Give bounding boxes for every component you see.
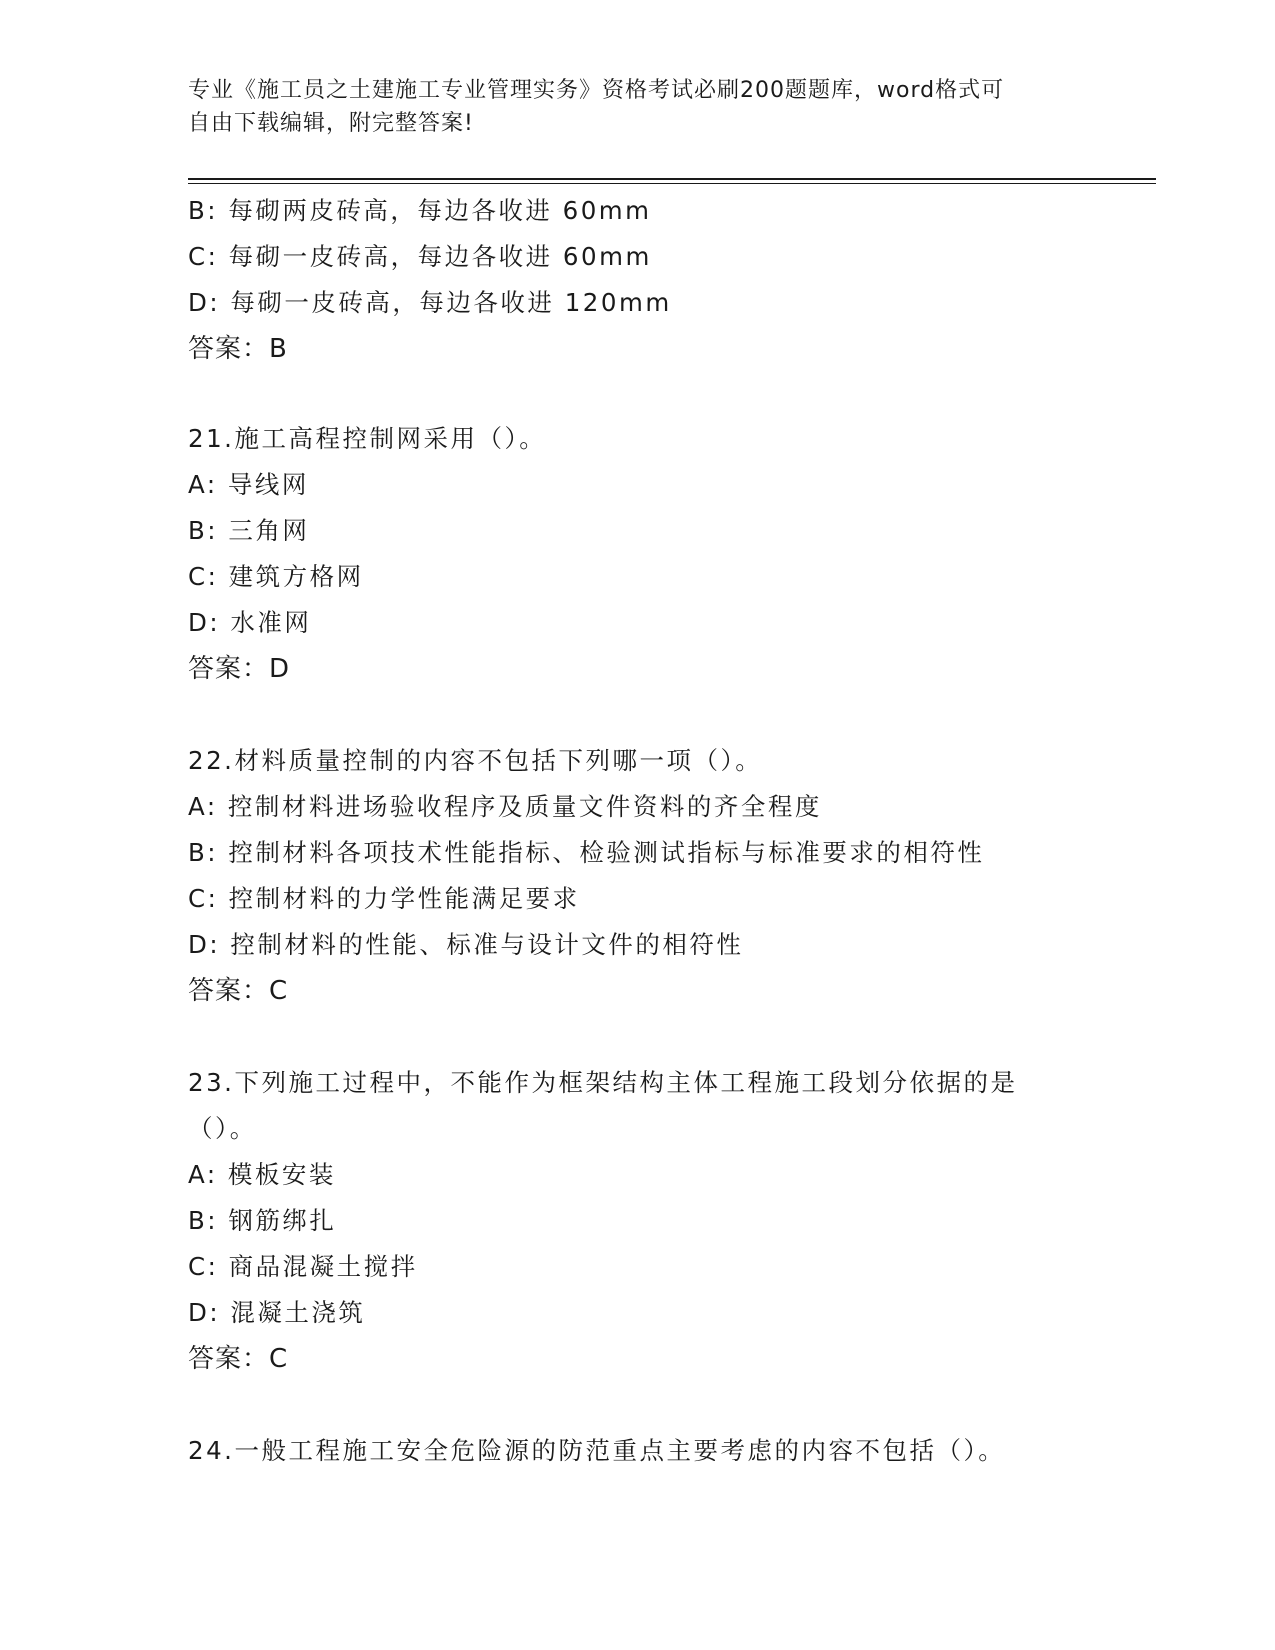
option-a: A: 控制材料进场验收程序及质量文件资料的齐全程度 [188,792,822,821]
question-list [188,188,1088,1474]
question-block-24 [188,1428,1088,1474]
question-stem: 23.下列施工过程中，不能作为框架结构主体工程施工段划分依据的是 [188,1068,1018,1097]
option-d: D: 混凝土浇筑 [188,1298,366,1327]
option-a: A: 导线网 [188,470,309,499]
question-stem-continued: （）。 [188,1114,257,1143]
document-header [188,74,1068,140]
option-d: D: 控制材料的性能、标准与设计文件的相符性 [188,930,744,959]
question-block-22 [188,738,1088,1014]
header-line-2: 自由下载编辑，附完整答案! [188,111,474,136]
question-block-23 [188,1060,1088,1382]
option-d: D: 每砌一皮砖高，每边各收进 120mm [188,288,672,317]
answer: 答案：D [188,654,291,684]
option-b: B: 钢筋绑扎 [188,1206,337,1235]
option-d: D: 水准网 [188,608,312,637]
spacer [188,692,1088,738]
answer: 答案：B [188,334,288,364]
question-block-20 [188,188,1088,372]
spacer [188,372,1088,416]
option-c: C: 控制材料的力学性能满足要求 [188,884,580,913]
option-a: A: 模板安装 [188,1160,336,1189]
question-block-21 [188,416,1088,692]
header-line-1: 专业《施工员之土建施工专业管理实务》资格考试必刷200题题库，word格式可 [188,78,1005,103]
answer: 答案：C [188,976,289,1006]
header-rule-thick [188,178,1156,180]
option-c: C: 商品混凝土搅拌 [188,1252,418,1281]
spacer [188,1014,1088,1060]
spacer [188,1382,1088,1428]
option-b: B: 每砌两皮砖高，每边各收进 60mm [188,196,652,225]
option-c: C: 建筑方格网 [188,562,364,591]
answer: 答案：C [188,1344,289,1374]
option-b: B: 三角网 [188,516,310,545]
option-b: B: 控制材料各项技术性能指标、检验测试指标与标准要求的相符性 [188,838,985,867]
header-rule-thin [188,183,1156,184]
question-stem: 22.材料质量控制的内容不包括下列哪一项（）。 [188,746,763,775]
question-stem: 24.一般工程施工安全危险源的防范重点主要考虑的内容不包括（）。 [188,1436,1006,1465]
question-stem: 21.施工高程控制网采用（）。 [188,424,547,453]
option-c: C: 每砌一皮砖高，每边各收进 60mm [188,242,652,271]
